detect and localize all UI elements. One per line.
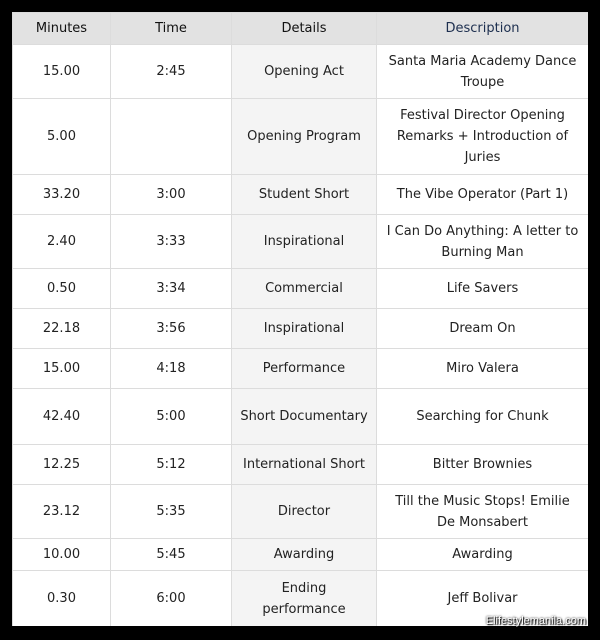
cell-minutes: 15.00 [13, 45, 111, 99]
table-row [13, 269, 589, 309]
header-time: Time [111, 13, 232, 45]
cell-details: Awarding [232, 539, 377, 571]
cell-time: 4:18 [111, 349, 232, 389]
table-row [13, 349, 589, 389]
cell-details: Performance [232, 349, 377, 389]
table-header-row [13, 13, 589, 45]
cell-details: Opening Act [232, 45, 377, 99]
cell-details: Inspirational [232, 309, 377, 349]
schedule-table [12, 12, 588, 626]
cell-time: 3:34 [111, 269, 232, 309]
cell-details: Commercial [232, 269, 377, 309]
table-row [13, 99, 589, 175]
cell-details: International Short [232, 445, 377, 485]
cell-minutes: 10.00 [13, 539, 111, 571]
cell-time: 5:45 [111, 539, 232, 571]
cell-description: Santa Maria Academy Dance Troupe [377, 45, 589, 99]
cell-minutes: 22.18 [13, 309, 111, 349]
cell-minutes: 0.30 [13, 571, 111, 627]
cell-time: 5:12 [111, 445, 232, 485]
table-row [13, 389, 589, 445]
cell-description: Jeff Bolivar [377, 571, 589, 627]
cell-minutes: 5.00 [13, 99, 111, 175]
cell-minutes: 23.12 [13, 485, 111, 539]
cell-details: Director [232, 485, 377, 539]
cell-minutes: 15.00 [13, 349, 111, 389]
cell-minutes: 2.40 [13, 215, 111, 269]
table-row [13, 485, 589, 539]
cell-description: Awarding [377, 539, 589, 571]
cell-details: Opening Program [232, 99, 377, 175]
cell-minutes: 0.50 [13, 269, 111, 309]
watermark-text: Elifestylemanila.com [485, 615, 586, 627]
table-row [13, 309, 589, 349]
header-description: Description [377, 13, 589, 45]
cell-description: Bitter Brownies [377, 445, 589, 485]
cell-description: Till the Music Stops! Emilie De Monsabert [377, 485, 589, 539]
cell-description: The Vibe Operator (Part 1) [377, 175, 589, 215]
table-row [13, 539, 589, 571]
cell-details: Ending performance [232, 571, 377, 627]
cell-description: Dream On [377, 309, 589, 349]
cell-time: 5:35 [111, 485, 232, 539]
cell-time: 3:56 [111, 309, 232, 349]
header-details: Details [232, 13, 377, 45]
cell-description: Miro Valera [377, 349, 589, 389]
table-row [13, 215, 589, 269]
cell-time: 6:00 [111, 571, 232, 627]
schedule-table-frame [12, 12, 588, 626]
cell-time: 2:45 [111, 45, 232, 99]
cell-time: 5:00 [111, 389, 232, 445]
cell-details: Short Documentary [232, 389, 377, 445]
table-row [13, 175, 589, 215]
cell-description: Searching for Chunk [377, 389, 589, 445]
cell-description: Life Savers [377, 269, 589, 309]
table-row [13, 445, 589, 485]
cell-minutes: 42.40 [13, 389, 111, 445]
cell-time [111, 99, 232, 175]
cell-details: Inspirational [232, 215, 377, 269]
cell-time: 3:33 [111, 215, 232, 269]
cell-minutes: 12.25 [13, 445, 111, 485]
cell-description: I Can Do Anything: A letter to Burning Man [377, 215, 589, 269]
table-row [13, 45, 589, 99]
cell-details: Student Short [232, 175, 377, 215]
cell-description: Festival Director Opening Remarks + Introduction of Juries [377, 99, 589, 175]
cell-minutes: 33.20 [13, 175, 111, 215]
cell-time: 3:00 [111, 175, 232, 215]
header-minutes: Minutes [13, 13, 111, 45]
